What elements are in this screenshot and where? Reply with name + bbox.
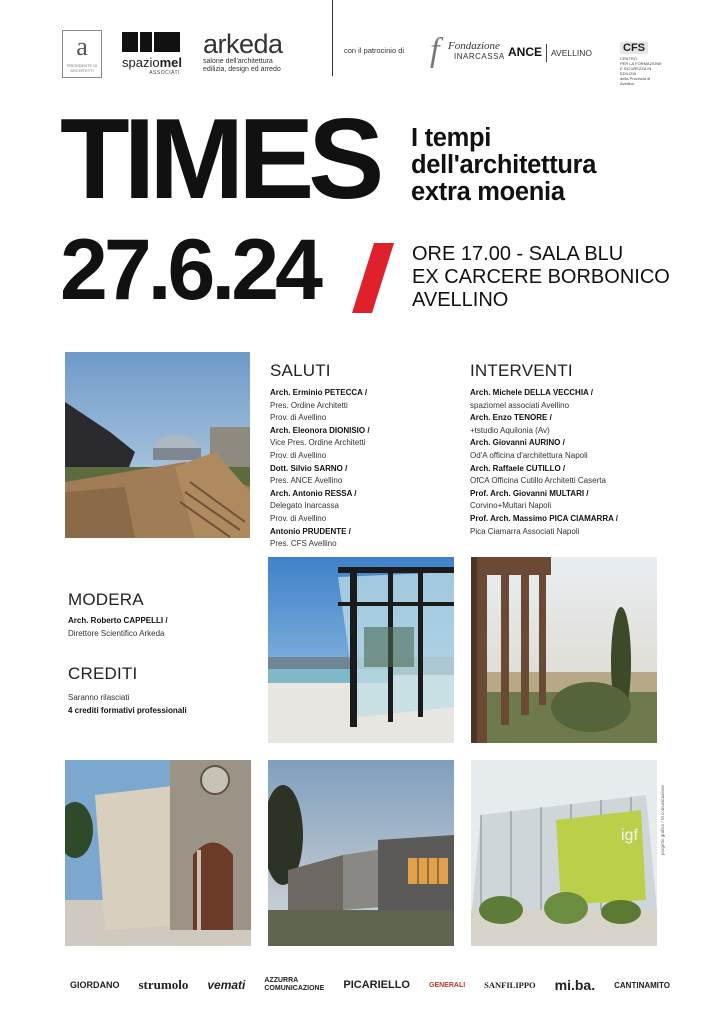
- interventi-line: Prof. Arch. Massimo PICA CIAMARRA /: [470, 513, 619, 523]
- interventi-line: OfCA Officina Cutillo Architetti Caserta: [470, 476, 606, 486]
- saluti-line: Arch. Erminio PETECCA /: [270, 388, 368, 397]
- design-credit: progetto grafico / M comunicazione: [660, 784, 665, 855]
- fondazione-inarcassa-logo: f Fondazione INARCASSA: [430, 32, 505, 69]
- ordine-architetti-logo: a PRESIDENTE DI ARCHITETTI: [62, 30, 102, 78]
- interventi-line: Od'A officina d'architettura Napoli: [470, 450, 588, 460]
- interventi-section: [470, 361, 618, 538]
- sponsor-logo: PICARIELLO: [343, 979, 410, 991]
- interventi-line: Prof. Arch. Giovanni MULTARI /: [470, 488, 589, 498]
- interventi-line: +tstudio Aquilonia (Av): [470, 425, 550, 435]
- sponsor-logo: vemati: [207, 978, 246, 992]
- sponsor-logo: strumolo: [138, 977, 189, 992]
- saluti-line: Pres. Ordine Architetti: [270, 400, 348, 410]
- sponsor-logo: GENERALI: [429, 981, 466, 989]
- ance-avellino-logo: ANCE AVELLINO: [508, 44, 592, 62]
- photo-igf-building: [471, 760, 657, 946]
- interventi-line: Arch. Michele DELLA VECCHIA /: [470, 388, 593, 397]
- spaziomel-logo: spaziomel ASSOCIATI: [122, 32, 184, 76]
- event-date: 27.6.24: [60, 222, 319, 318]
- sponsor-logo: SANFILIPPO: [484, 980, 536, 990]
- interventi-line: spaziomel associati Avellino: [470, 400, 570, 410]
- interventi-line: Arch. Raffaele CUTILLO /: [470, 463, 566, 473]
- interventi-line: Corvino+Multari Napoli: [470, 501, 552, 511]
- patrocinio-label: con il patrocinio di: [344, 46, 405, 55]
- saluti-line: Vice Pres. Ordine Architetti: [270, 438, 366, 448]
- saluti-line: Pres. ANCE Avellino: [270, 476, 343, 486]
- moderator-role: Direttore Scientifico Arkeda: [68, 628, 165, 638]
- event-info: ORE 17.00 - SALA BLU EX CARCERE BORBONICO AVELLINO: [412, 243, 670, 311]
- saluti-line: Pres. CFS Avellino: [270, 539, 337, 549]
- saluti-line: Antonio PRUDENTE /: [270, 526, 351, 536]
- saluti-line: Dott. Silvio SARNO /: [270, 463, 348, 473]
- sponsor-logo: GIORDANO: [70, 980, 120, 990]
- cfs-logo: CFS CENTRO PER LA FORMAZIONE E SICUREZZA IN EDILIZIA della Provincia di Avellino: [620, 42, 662, 86]
- modera-heading: MODERA: [68, 590, 144, 609]
- photo-pergola-landscape: [471, 557, 657, 743]
- saluti-heading: SALUTI: [270, 361, 331, 380]
- moderator-name: Arch. Roberto CAPPELLI /: [68, 616, 168, 625]
- arkeda-logo: arkeda salone dell'architettura edilizia, design ed arredo: [203, 29, 283, 73]
- crediti-line: 4 crediti formativi professionali: [68, 705, 187, 715]
- saluti-line: Prov. di Avellino: [270, 513, 327, 523]
- igf-sign: igf: [621, 827, 638, 844]
- header-divider: [332, 0, 333, 76]
- crediti-heading: CREDITI: [68, 664, 138, 683]
- modera-section: [68, 590, 168, 640]
- event-subtitle: I tempi dell'architettura extra moenia: [411, 124, 597, 206]
- interventi-line: Pica Ciamarra Associati Napoli: [470, 526, 580, 536]
- sponsors-row: [70, 965, 670, 1005]
- crediti-line: Saranno rilasciati: [68, 693, 130, 702]
- crediti-section: [68, 664, 187, 717]
- interventi-line: Arch. Enzo TENORE /: [470, 413, 552, 423]
- red-slash-accent: [352, 243, 394, 313]
- saluti-line: Arch. Eleonora DIONISIO /: [270, 425, 370, 435]
- photo-winery-dusk: [268, 760, 454, 946]
- photo-amphitheatre: [65, 352, 250, 538]
- interventi-line: Arch. Giovanni AURINO /: [470, 438, 565, 448]
- spaziomel-mark-icon: [122, 32, 180, 52]
- saluti-line: Prov. di Avellino: [270, 450, 327, 460]
- sponsor-logo: CANTINAMITO: [614, 980, 670, 990]
- sponsor-logo: mi.ba.: [554, 977, 596, 993]
- event-title: TIMES: [60, 96, 379, 223]
- photo-glass-pavilion: [268, 557, 454, 743]
- saluti-line: Prov. di Avellino: [270, 413, 327, 423]
- saluti-line: Arch. Antonio RESSA /: [270, 488, 357, 498]
- saluti-line: Delegato Inarcassa: [270, 501, 339, 511]
- interventi-heading: INTERVENTI: [470, 361, 573, 380]
- saluti-section: [270, 361, 370, 551]
- photo-stone-building: [65, 760, 251, 946]
- sponsor-logo: AZZURRA COMUNICAZIONE: [264, 977, 325, 992]
